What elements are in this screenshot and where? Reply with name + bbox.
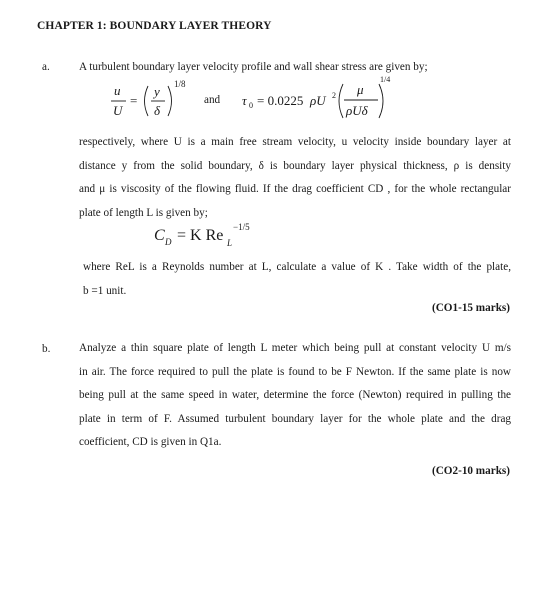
question-b-body-line: Analyze a thin square plate of length L meter which being pull at constant velocity U m/s bbox=[79, 342, 511, 354]
wall-shear-stress-equation bbox=[240, 70, 400, 122]
eq1-exponent: 1/8 bbox=[174, 79, 186, 89]
question-a-body-line: plate of length L is given by; bbox=[79, 206, 208, 219]
eq1-equals: = bbox=[130, 93, 138, 108]
eq1-inner-den: δ bbox=[154, 103, 161, 118]
eq1-lhs-den: U bbox=[113, 103, 123, 118]
question-a-intro: A turbulent boundary layer velocity profile and wall shear stress are given by; bbox=[79, 61, 428, 73]
eq3-lhs-sub: D bbox=[165, 237, 172, 247]
eq3-re-sub: L bbox=[227, 238, 233, 248]
eq3-exponent: −1/5 bbox=[233, 222, 250, 232]
eq3-rhs: = K Re bbox=[177, 227, 224, 244]
eq2-frac-num: μ bbox=[357, 82, 364, 97]
eq2-rho-u: ρU bbox=[310, 93, 326, 108]
eq2-lhs: τ bbox=[242, 93, 247, 108]
chapter-title: CHAPTER 1: BOUNDARY LAYER THEORY bbox=[37, 20, 272, 32]
question-b-body bbox=[79, 337, 511, 455]
velocity-profile-equation bbox=[108, 76, 198, 122]
question-a-marks: (CO1-15 marks) bbox=[432, 302, 510, 314]
eq2-square: 2 bbox=[332, 91, 336, 100]
eq2-lhs-sub: 0 bbox=[249, 101, 253, 110]
question-a-tail-line: where ReL is a Reynolds number at L, calculate a value of K . Take width of the plate, bbox=[83, 261, 511, 273]
question-b-body-line: plate in term of F. Assumed turbulent boundary layer for the whole plate and the drag bbox=[79, 412, 511, 425]
question-b-body-line: in air. The force required to pull the plate is found to be F Newton. If the same plate is now bbox=[79, 365, 511, 378]
question-b-marks: (CO2-10 marks) bbox=[432, 465, 510, 477]
eq2-equals: = 0.0225 bbox=[257, 93, 304, 108]
question-b-body-line: coefficient, CD is given in Q1a. bbox=[79, 436, 222, 448]
eq2-frac-den: ρUδ bbox=[346, 103, 368, 118]
eq1-lhs-num: u bbox=[114, 83, 121, 98]
question-a-body-line: and μ is viscosity of the flowing fluid. If the drag coefficient CD , for the whole rectangular bbox=[79, 183, 511, 195]
question-a-body-line: respectively, where U is a main free stream velocity, u velocity inside boundary layer at bbox=[79, 136, 511, 148]
eq1-inner-num: y bbox=[154, 84, 160, 99]
question-a-tail-line: b =1 unit. bbox=[83, 284, 127, 297]
eq2-exponent: 1/4 bbox=[380, 75, 391, 84]
question-a-label: a. bbox=[42, 61, 50, 73]
and-text: and bbox=[204, 94, 221, 106]
question-b-body-line: being pull at the same speed in water, determine the force (Newton) required in pulling the bbox=[79, 389, 511, 401]
question-a-tail bbox=[83, 256, 511, 303]
question-b-label: b. bbox=[42, 343, 51, 355]
eq3-lhs: C bbox=[154, 227, 165, 244]
drag-coefficient-equation bbox=[152, 218, 272, 252]
question-a-body bbox=[79, 131, 511, 225]
question-a-body-line: distance y from the solid boundary, δ is boundary layer physical thickness, ρ is density bbox=[79, 159, 511, 172]
